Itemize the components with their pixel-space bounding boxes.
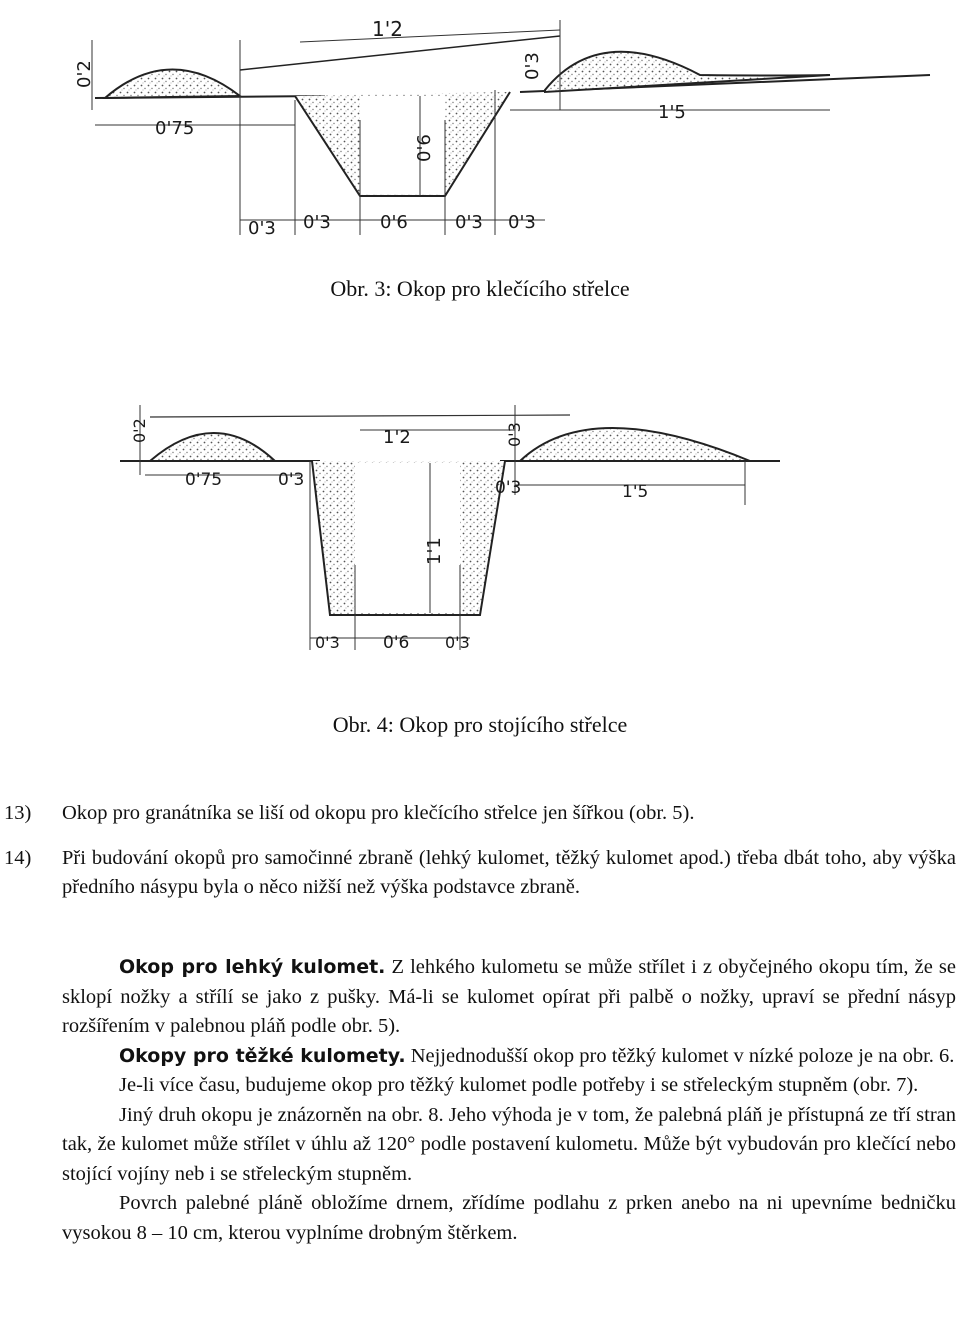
right-parapet xyxy=(520,428,750,461)
paragraph-surface: Povrch palebné pláně obložíme drnem, zřídíme podlahu z prken anebo na ni upevníme bedničku vysokou 8 – 10 cm, kterou vyplníme drobným štěrkem. xyxy=(62,1192,956,1244)
paragraph-heavy-mg xyxy=(62,1042,956,1072)
dim-bottom-4: 0'3 xyxy=(455,212,483,233)
body-text xyxy=(4,799,956,903)
figure-4 xyxy=(0,385,960,665)
heading-heavy-mg: Okopy pro těžké kulomety. xyxy=(119,1044,406,1067)
dim-right-step: 0'3 xyxy=(495,478,522,498)
item-text: Okop pro granátníka se liší od okopu pro klečícího střelce jen šířkou (obr. 5). xyxy=(62,802,695,824)
dim-bottom-5: 0'3 xyxy=(508,212,536,233)
dim-left-width: 0'75 xyxy=(155,118,195,139)
dim-top-width: 1'2 xyxy=(383,427,411,448)
dim-height-right: 0'3 xyxy=(505,422,524,447)
paragraph-step: Je-li více času, budujeme okop pro těžký kulomet podle potřeby i se střeleckým stupněm (obr. 7). xyxy=(119,1074,919,1096)
figure-3 xyxy=(0,0,960,260)
body-paragraphs xyxy=(62,953,956,1248)
dim-top-width: 1'2 xyxy=(372,17,403,41)
left-parapet xyxy=(105,69,240,98)
dim-bottom-3: 0'6 xyxy=(380,212,408,233)
dim-depth: 1'1 xyxy=(424,537,445,565)
top-slope-line xyxy=(150,415,570,417)
paragraph-light-mg xyxy=(62,953,956,1042)
top-slope-line xyxy=(240,36,560,70)
item-number: 13) xyxy=(4,802,32,824)
paragraph-text: Z lehkého kulometu se může střílet i z obyčejného okopu tím, že se sklopí nožky a střílí se jako z pušky. Má-li se kulomet opírat při palbě o nožky, upraví se přední násyp rozšířením v palebnou pláň podle obr. 5). xyxy=(62,956,956,1037)
dim-left-width: 0'75 xyxy=(185,470,223,490)
dim-bottom-2: 0'6 xyxy=(383,633,410,653)
figure-4-caption: Obr. 4: Okop pro stojícího střelce xyxy=(332,712,628,737)
list-item-14 xyxy=(4,844,956,903)
left-parapet xyxy=(150,433,275,461)
dim-bottom-1: 0'3 xyxy=(315,633,340,652)
list-item-13 xyxy=(4,799,956,829)
dim-right-width: 1'5 xyxy=(658,102,686,123)
dim-right-width: 1'5 xyxy=(622,482,649,502)
dim-left-step: 0'3 xyxy=(278,470,305,490)
dim-height-left: 0'2 xyxy=(74,60,95,88)
heading-light-mg: Okop pro lehký kulomet. xyxy=(119,956,386,978)
item-number: 14) xyxy=(4,846,32,869)
dim-bottom-3: 0'3 xyxy=(445,633,470,652)
figure-3-diagram xyxy=(0,0,960,260)
item-text: Při budování okopů pro samočinné zbraně (lehký kulomet, těžký kulomet apod.) třeba dbát toho, aby výška předního násypu byla o něco nižší než výška podstavce zbraně. xyxy=(62,846,956,898)
paragraph-text: Nejjednodušší okop pro těžký kulomet v nízké poloze je na obr. 6. xyxy=(405,1044,955,1067)
dim-bottom-2: 0'3 xyxy=(303,212,331,233)
paragraph-other-type: Jiný druh okopu je znázorněn na obr. 8. Jeho výhoda je v tom, že palebná pláň je přístupná ze tří stran tak, že kulomet může střílet v úhlu až 120° podle postavení kulometu. Může být vybudován pro klečící nebo stojící vojíny neb i se střeleckým stupněm. xyxy=(62,1103,956,1185)
dim-bottom-1: 0'3 xyxy=(248,218,276,239)
dim-depth: 0'6 xyxy=(414,134,435,162)
dim-height-right: 0'3 xyxy=(522,52,543,80)
figure-4-diagram xyxy=(0,385,960,665)
dim-height-left: 0'2 xyxy=(130,418,149,443)
figure-3-caption: Obr. 3: Okop pro klečícího střelce xyxy=(330,276,630,301)
